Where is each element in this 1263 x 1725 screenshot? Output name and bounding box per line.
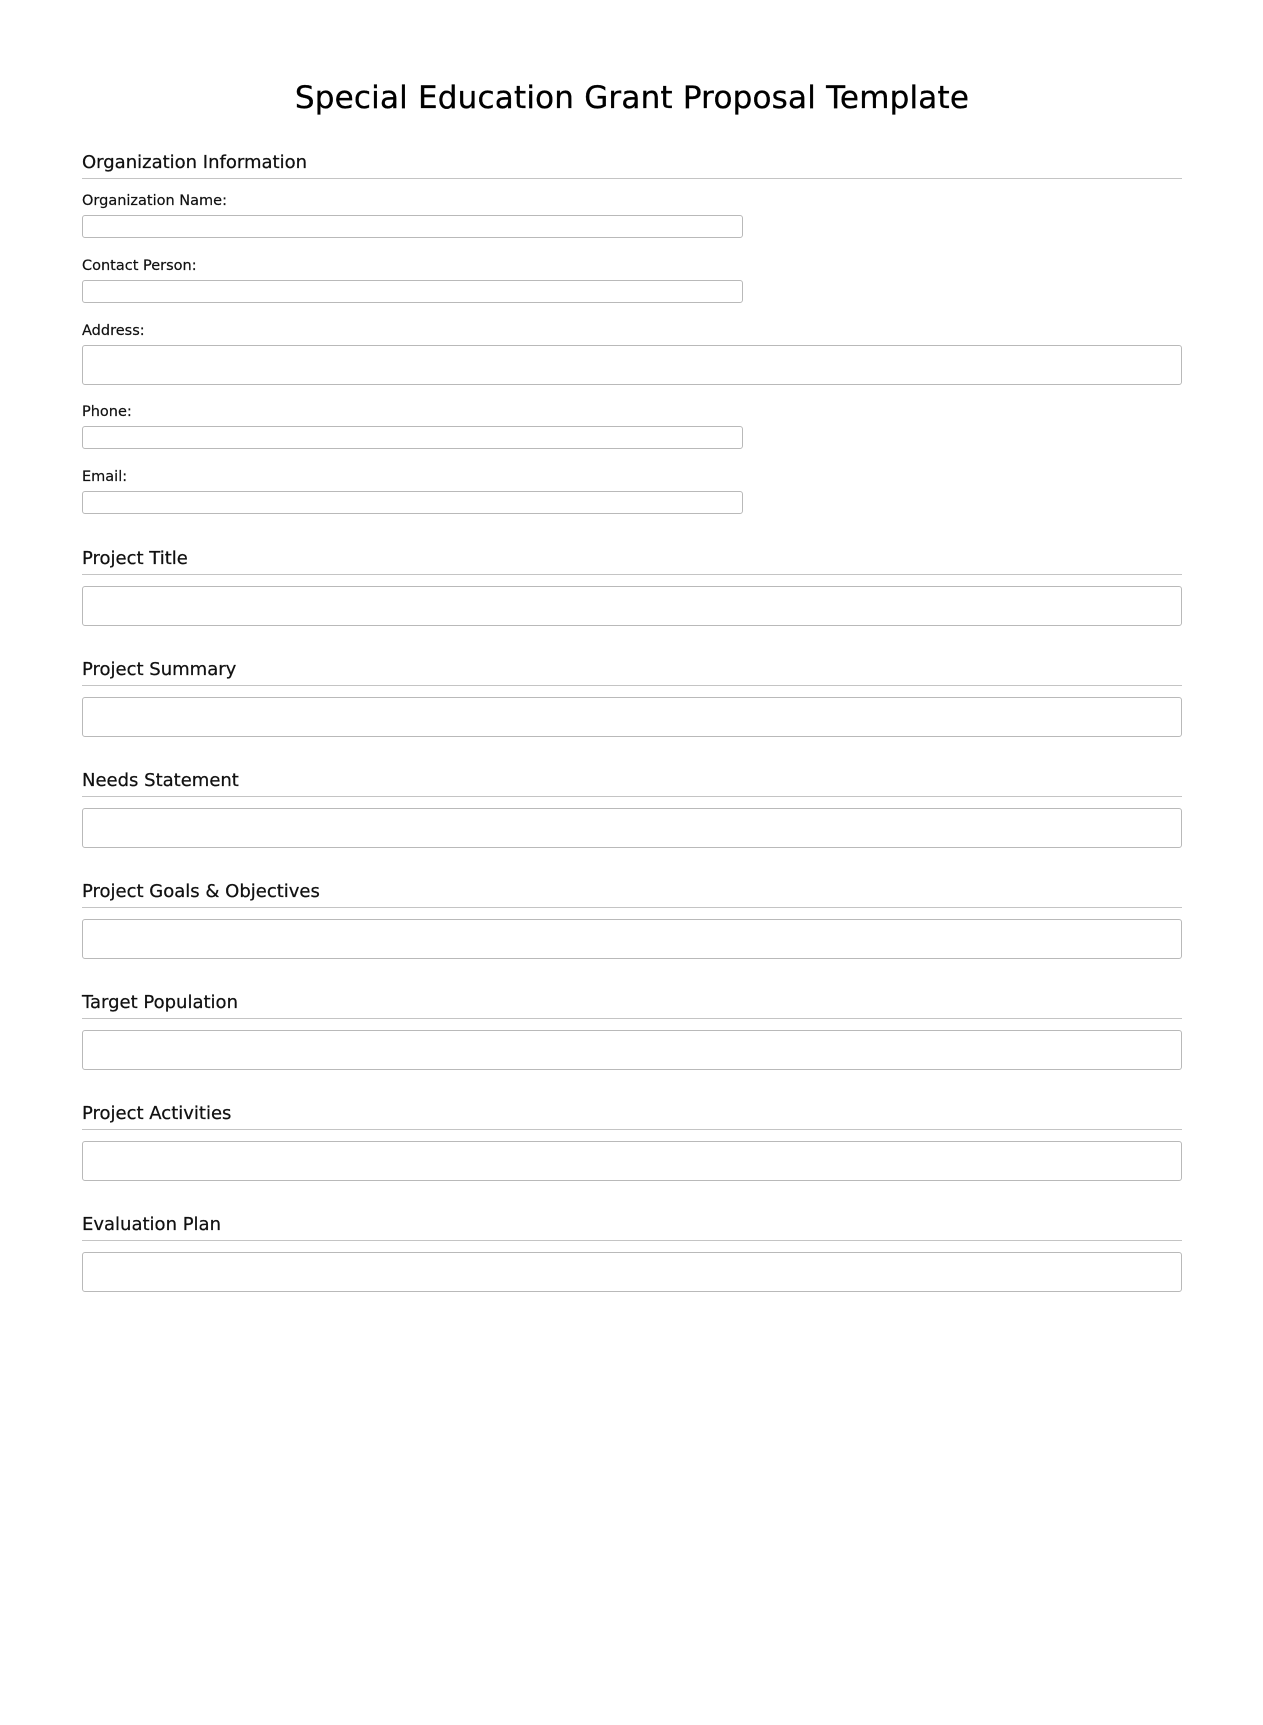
section-heading-project-goals-objectives: Project Goals & Objectives [82, 881, 1182, 908]
email-input[interactable] [82, 491, 743, 514]
section-heading-project-summary: Project Summary [82, 659, 1182, 686]
organization-name-input[interactable] [82, 215, 743, 238]
section-heading-target-population: Target Population [82, 992, 1182, 1019]
contact-person-input[interactable] [82, 280, 743, 303]
project-summary-input[interactable] [82, 697, 1182, 737]
section-heading-evaluation-plan: Evaluation Plan [82, 1214, 1182, 1241]
section-heading-needs-statement: Needs Statement [82, 770, 1182, 797]
phone-label: Phone: [82, 404, 132, 420]
project-title-input[interactable] [82, 586, 1182, 626]
phone-input[interactable] [82, 426, 743, 449]
project-goals-objectives-input[interactable] [82, 919, 1182, 959]
contact-person-label: Contact Person: [82, 258, 197, 274]
section-heading-organization-information: Organization Information [82, 152, 1182, 179]
section-heading-project-title: Project Title [82, 548, 1182, 575]
email-label: Email: [82, 469, 128, 485]
organization-name-label: Organization Name: [82, 193, 227, 209]
project-activities-input[interactable] [82, 1141, 1182, 1181]
address-input[interactable] [82, 345, 1182, 385]
section-heading-project-activities: Project Activities [82, 1103, 1182, 1130]
target-population-input[interactable] [82, 1030, 1182, 1070]
address-label: Address: [82, 323, 145, 339]
evaluation-plan-input[interactable] [82, 1252, 1182, 1292]
page-title: Special Education Grant Proposal Template [294, 80, 970, 116]
needs-statement-input[interactable] [82, 808, 1182, 848]
